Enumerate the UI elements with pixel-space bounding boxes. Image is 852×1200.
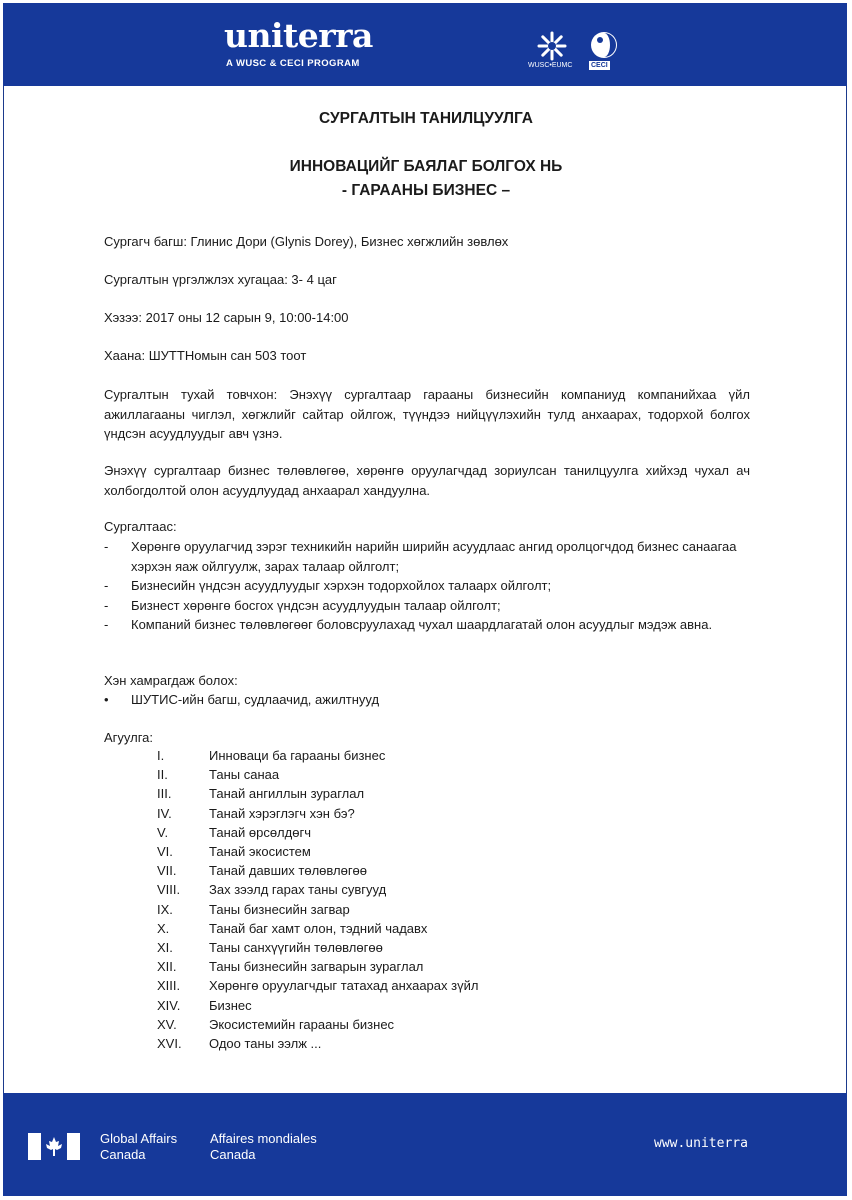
wusc-snowflake-icon (537, 31, 567, 61)
outcomes-heading: Сургалтаас: (104, 519, 177, 534)
list-item: - Бизнест хөрөнгө босгох үндсэн асуудлуудын талаар ойлголт; (104, 596, 750, 616)
audience-heading: Хэн хамрагдаж болох: (104, 673, 238, 688)
uniterra-logo: uniterra (224, 16, 373, 55)
list-item: XVI. Одоо таны ээлж ... (157, 1036, 322, 1052)
document-title: СУРГАЛТЫН ТАНИЛЦУУЛГА (319, 110, 533, 127)
place-line: Хаана: ШУТТНомын сан 503 тоот (104, 348, 307, 363)
list-item: IX. Таны бизнесийн загвар (157, 901, 350, 917)
trainer-line: Сургагч багш: Глинис Дори (Glynis Dorey), Бизнес хөгжлийн зөвлөх (104, 234, 509, 249)
list-item: IV. Танай хэрэглэгч хэн бэ? (157, 805, 355, 821)
document-subtitle: ИННОВАЦИЙГ БАЯЛАГ БОЛГОХ НЬ (289, 158, 563, 175)
dash-bullet: - (104, 597, 109, 613)
list-item: V. Танай өрсөлдөгч (157, 824, 311, 840)
list-item: XI. Таны санхүүгийн төлөвлөгөө (157, 940, 383, 956)
list-item: XII. Таны бизнесийн загварын зураглал (157, 959, 424, 975)
list-item: X. Танай баг хамт олон, тэдний чадавх (157, 920, 428, 936)
list-item: I. Инноваци ба гарааны бизнес (157, 748, 386, 763)
list-item: - Компаний бизнес төлөвлөгөөг боловсруулахад чухал шаардлагатай олон асуудлыг мэдэж авна. (104, 615, 750, 635)
list-item: XV. Экосистемийн гарааны бизнес (157, 1016, 395, 1032)
list-item: VIII. Зах зээлд гарах таны сувгууд (157, 882, 387, 898)
audience-list (104, 690, 750, 710)
date-line: Хэзээ: 2017 оны 12 сарын 9, 10:00-14:00 (104, 310, 349, 325)
canada-flag-icon (28, 1133, 80, 1160)
list-item: II. Таны санаа (157, 767, 280, 783)
list-item: - Бизнесийн үндсэн асуудлуудыг хэрхэн тодорхойлох талаарх ойлголт; (104, 576, 750, 596)
contents-heading: Агуулга: (104, 730, 154, 745)
duration-line: Сургалтын үргэлжлэх хугацаа: 3- 4 цаг (104, 272, 337, 287)
summary-paragraph-2: Энэхүү сургалтаар бизнес төлөвлөгөө, хөрөнгө оруулагчдад зориулсан танилцуулга хийхэд чухал ач холбогдолтой олон асуудлуудад анхаарал хандуулна. (104, 463, 750, 498)
affaires-mondiales-canada-fr: Affaires mondiales Canada (210, 1131, 317, 1162)
wusc-label: WUSC•EUMC (528, 62, 573, 69)
website-url: www.uniterra (654, 1136, 748, 1151)
outcomes-list (104, 537, 750, 635)
ceci-globe-icon (589, 30, 619, 60)
dot-bullet: • (104, 692, 109, 707)
contents-list (157, 746, 478, 1053)
list-item: III. Танай ангиллын зураглал (157, 786, 365, 802)
summary-paragraph: Сургалтын тухай товчхон: Энэхүү сургалтаар гарааны бизнесийн компаниуд компанийхаа үйл ажиллагааны чиглэл, хөгжлийг сайтар ойлгож, түүндээ нийцүүлэхийн тулд анхаарах, тодорхой болгох үндсэн асуудлуудыг авч үзнэ. (104, 387, 750, 441)
list-item: XIV. Бизнес (157, 997, 252, 1013)
document-subtitle-2: - ГАРААНЫ БИЗНЕС – (341, 182, 511, 199)
ceci-label: CECI (591, 62, 608, 69)
logo-tagline: A WUSC & CECI PROGRAM (226, 58, 360, 69)
header-banner (3, 3, 847, 86)
dash-bullet: - (104, 578, 109, 593)
global-affairs-canada-en: Global Affairs Canada (100, 1131, 178, 1162)
list-item: XIII. Хөрөнгө оруулагчдыг татахад анхаарах зүйл (157, 978, 479, 994)
dash-bullet: - (104, 617, 109, 632)
list-item: • ШУТИС-ийн багш, судлаачид, ажилтнууд (104, 690, 750, 710)
list-item: VI. Танай экосистем (157, 844, 311, 860)
list-item: VII. Танай давших төлөвлөгөө (157, 863, 368, 879)
list-item: - Хөрөнгө оруулагчид зэрэг техникийн нарийн ширийн асуудлаас ангид оролцогчдод бизнес санаагаа хэрхэн яаж ойлгуулж, зарах талаар ойлголт; (104, 537, 750, 576)
dash-bullet: - (104, 539, 109, 554)
